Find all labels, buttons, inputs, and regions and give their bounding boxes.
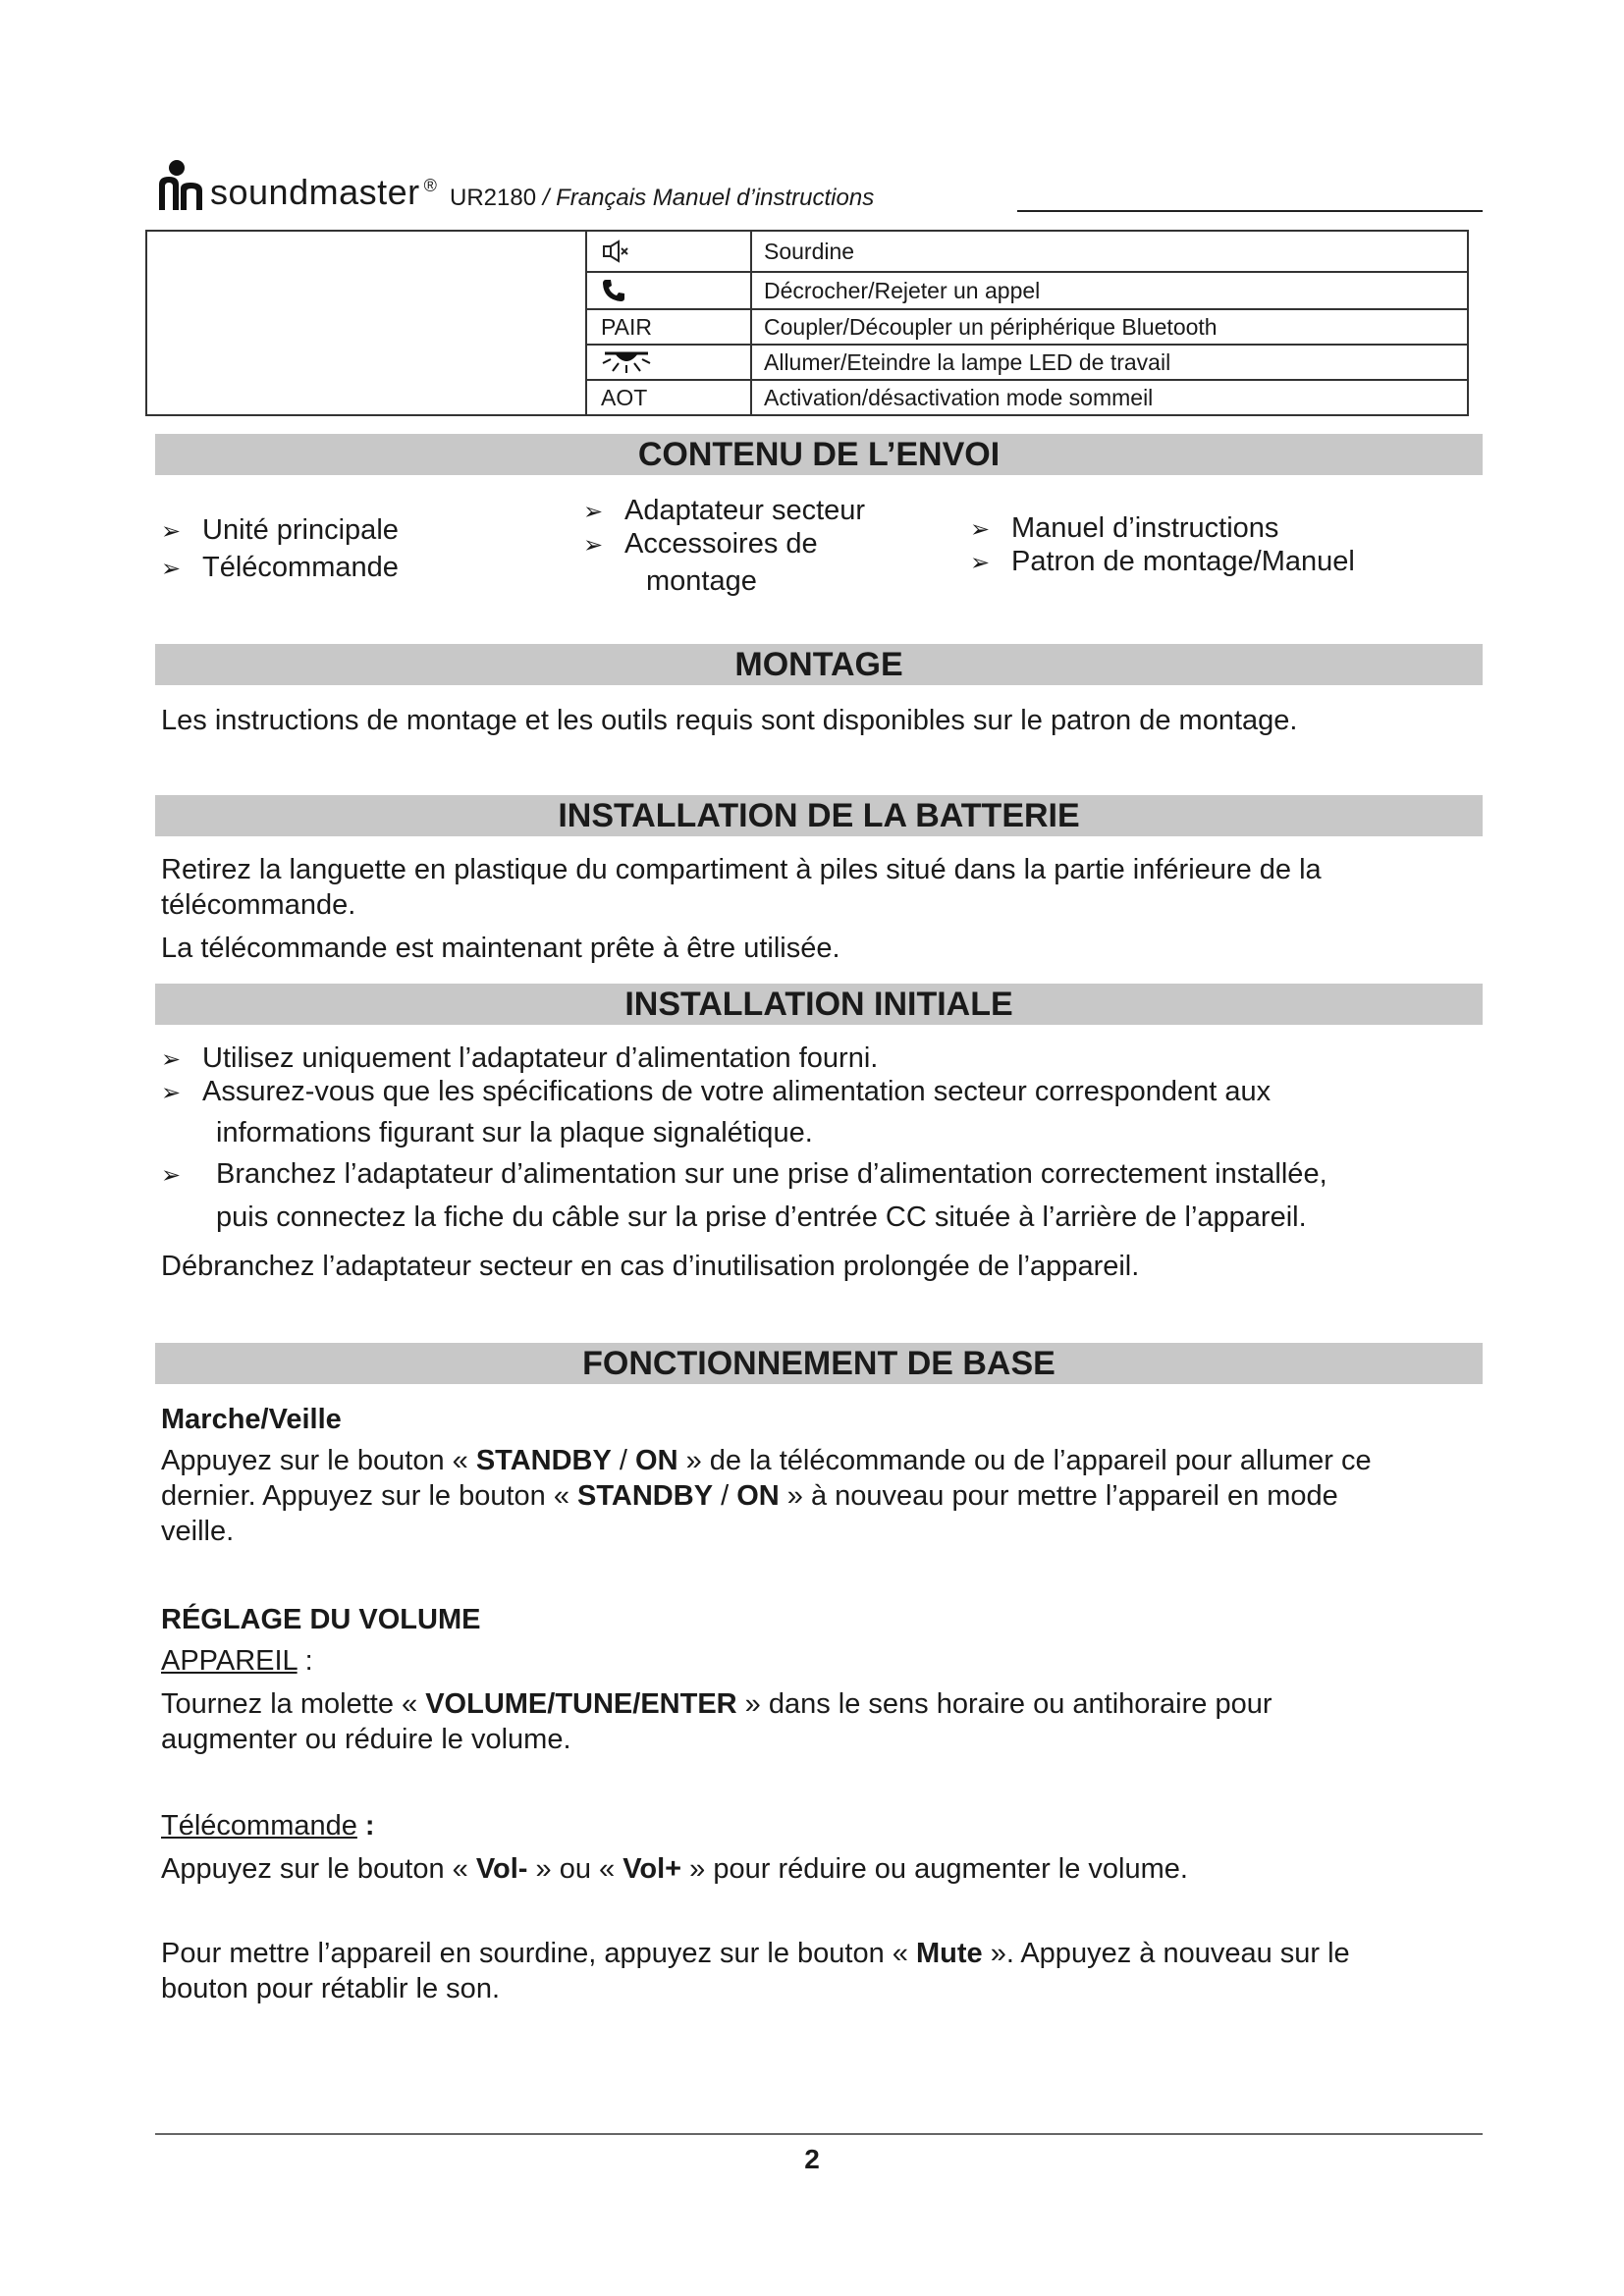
table-key-cell — [587, 273, 752, 308]
key-standby: STANDBY — [577, 1480, 714, 1512]
phone-icon — [601, 278, 626, 303]
list-item-continuation: puis connectez la fiche du câble sur la prise d’entrée CC située à l’arrière de l’appareil. — [216, 1201, 1307, 1233]
table-desc-cell: Sourdine — [764, 238, 855, 264]
list-item-text: Branchez l’adaptateur d’alimentation sur une prise d’alimentation correctement installée, — [216, 1158, 1327, 1190]
table-key-cell: AOT — [587, 381, 752, 414]
mute-speaker-icon — [601, 239, 630, 264]
list-item — [161, 1156, 1327, 1194]
table-key-cell — [587, 346, 752, 379]
text-span: dernier. Appuyez sur le bouton « — [161, 1480, 578, 1512]
paragraph-line — [161, 1443, 1372, 1478]
list-item: ➢ Télécommande — [161, 550, 399, 587]
list-item: ➢ Utilisez uniquement l’adaptateur d’alimentation fourni. — [161, 1041, 878, 1078]
table-row — [587, 273, 1469, 310]
list-item: ➢ Unité principale — [161, 512, 399, 550]
key-vol-plus: Vol+ — [623, 1853, 682, 1885]
list-item-continuation: montage — [646, 565, 757, 597]
underlined-label: APPAREIL — [161, 1645, 298, 1677]
section-heading-initiale: INSTALLATION INITIALE — [155, 984, 1483, 1025]
header-rule — [1017, 210, 1483, 212]
key-on: ON — [736, 1480, 780, 1512]
table-key-cell — [587, 232, 752, 271]
batterie-line: Retirez la languette en plastique du compartiment à piles situé dans la partie inférieure de la — [161, 854, 1322, 885]
key-volume-tune-enter: VOLUME/TUNE/ENTER — [425, 1688, 737, 1720]
text-span: / — [713, 1480, 737, 1512]
initiale-note: Débranchez l’adaptateur secteur en cas d’inutilisation prolongée de l’appareil. — [161, 1251, 1140, 1282]
text-span: Appuyez sur le bouton « — [161, 1853, 476, 1885]
list-item: ➢ Manuel d’instructions — [970, 510, 1278, 548]
list-item: ➢ Adaptateur secteur — [583, 493, 865, 530]
manual-subtitle: / Français Manuel d’instructions — [536, 185, 875, 211]
page-number: 2 — [804, 2144, 820, 2174]
table-key-cell: PAIR — [587, 310, 752, 344]
paragraph-line — [161, 1478, 1338, 1514]
text-span: » dans le sens horaire ou antihoraire pour — [736, 1688, 1272, 1720]
paragraph-line — [161, 1851, 1188, 1887]
underlined-label: Télécommande — [161, 1810, 357, 1842]
registered-mark: ® — [423, 176, 437, 195]
controls-table — [145, 230, 1469, 416]
table-empty-cell — [147, 232, 587, 414]
subheading-volume: RÉGLAGE DU VOLUME — [161, 1604, 481, 1635]
soundmaster-logo-icon — [157, 159, 206, 210]
paragraph-line — [161, 1686, 1272, 1722]
text-span: ». Appuyez à nouveau sur le — [982, 1938, 1350, 1969]
text-span: : — [356, 1810, 375, 1842]
key-on: ON — [635, 1445, 678, 1476]
list-item: ➢ Assurez-vous que les spécifications de votre alimentation secteur correspondent aux — [161, 1074, 1271, 1111]
paragraph-line: bouton pour rétablir le son. — [161, 1973, 500, 2004]
model-name: UR2180 — [450, 185, 537, 211]
lamp-icon — [601, 349, 652, 375]
text-span: » pour réduire ou augmenter le volume. — [681, 1853, 1188, 1885]
label-appareil — [161, 1643, 313, 1679]
list-item: ➢ Accessoires de — [583, 526, 818, 563]
section-heading-contenu: CONTENU DE L’ENVOI — [155, 434, 1483, 475]
table-desc-cell: Allumer/Eteindre la lampe LED de travail — [764, 348, 1171, 375]
section-heading-montage: MONTAGE — [155, 644, 1483, 685]
text-span: Tournez la molette « — [161, 1688, 426, 1720]
text-span: / — [611, 1445, 636, 1476]
paragraph-line: augmenter ou réduire le volume. — [161, 1724, 571, 1755]
key-vol-minus: Vol- — [475, 1853, 528, 1885]
list-item: ➢ Patron de montage/Manuel — [970, 544, 1355, 581]
table-row — [587, 310, 1469, 346]
footer-rule — [155, 2133, 1483, 2135]
table-row — [587, 381, 1469, 414]
batterie-line: La télécommande est maintenant prête à être utilisée. — [161, 933, 840, 964]
table-desc-cell: Décrocher/Rejeter un appel — [764, 277, 1041, 303]
brand-logo — [157, 155, 437, 210]
subheading-marche: Marche/Veille — [161, 1404, 342, 1435]
table-row — [587, 346, 1469, 381]
brand-name: soundmaster — [210, 172, 420, 212]
paragraph-line: veille. — [161, 1516, 235, 1547]
key-standby: STANDBY — [475, 1445, 612, 1476]
montage-paragraph: Les instructions de montage et les outils requis sont disponibles sur le patron de montage. — [161, 705, 1298, 736]
table-desc-cell: Activation/désactivation mode sommeil — [764, 384, 1154, 410]
header-title — [450, 185, 874, 212]
label-telecommande — [161, 1808, 375, 1843]
table-row — [587, 232, 1469, 273]
paragraph-line — [161, 1936, 1350, 1971]
section-heading-batterie: INSTALLATION DE LA BATTERIE — [155, 795, 1483, 836]
section-heading-fonctionnement: FONCTIONNEMENT DE BASE — [155, 1343, 1483, 1384]
text-span: » ou « — [527, 1853, 623, 1885]
text-span: Appuyez sur le bouton « — [161, 1445, 476, 1476]
batterie-line: télécommande. — [161, 889, 356, 921]
text-span: » de la télécommande ou de l’appareil pour allumer ce — [677, 1445, 1372, 1476]
list-item-continuation: informations figurant sur la plaque signalétique. — [216, 1117, 813, 1148]
text-span: Pour mettre l’appareil en sourdine, appuyez sur le bouton « — [161, 1938, 916, 1969]
text-span: » à nouveau pour mettre l’appareil en mode — [779, 1480, 1338, 1512]
table-desc-cell: Coupler/Découpler un périphérique Bluetooth — [764, 313, 1218, 340]
key-mute: Mute — [915, 1938, 983, 1969]
text-span: : — [297, 1645, 313, 1677]
